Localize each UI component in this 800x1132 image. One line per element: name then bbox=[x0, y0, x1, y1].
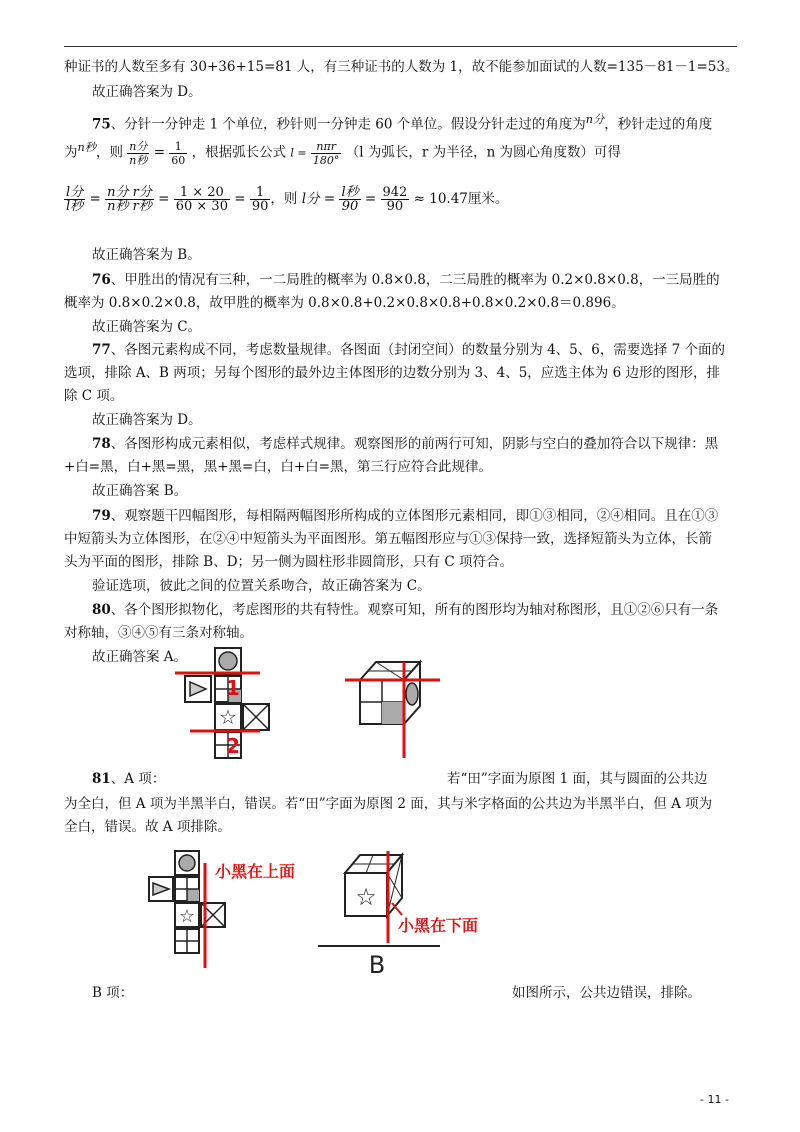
star-icon: ☆ bbox=[219, 705, 237, 729]
q75-line bbox=[92, 111, 712, 133]
text-line: 概率为 0.8×0.2×0.8，故甲胜的概率为 0.8×0.8+0.2×0.8×0.8+0.8×0.2×0.8＝0.896。 bbox=[64, 295, 625, 311]
answer-line: 故正确答案为 D。 bbox=[92, 84, 202, 100]
svg-text:☆: ☆ bbox=[355, 883, 377, 911]
var: n秒 bbox=[77, 141, 96, 154]
q75-line-2 bbox=[64, 139, 621, 167]
text-line: 为全白，但 A 项为半黑半白，错误。若“田”字面为原图 2 面，其与米字格面的公共边为半黑半白，但 A 项为 bbox=[64, 796, 713, 812]
figure-a bbox=[170, 640, 440, 765]
formula-lhs: l = bbox=[290, 146, 307, 160]
denominator: 60 × 30 bbox=[175, 199, 228, 214]
q76-number: 76 bbox=[92, 272, 111, 288]
text-line: 全白，错误。故 A 项排除。 bbox=[64, 819, 231, 835]
denominator: 180° bbox=[312, 153, 340, 167]
label-1: 1 bbox=[226, 676, 240, 700]
text-line: 若“田”字面为原图 1 面，其与圆面的公共边 bbox=[447, 771, 708, 787]
bottom-label: 小黑在下面 bbox=[398, 916, 479, 935]
q75-text-b: ，秒针走过的角度 bbox=[604, 116, 713, 133]
result: ≈ 10.47 bbox=[413, 191, 468, 207]
q78-number: 78 bbox=[92, 436, 111, 452]
q79-text: 、观察题干四幅图形，每相隔两幅图形所构成的立体图形元素相同，即①③相同，②④相同。且在①③ bbox=[110, 508, 719, 524]
numerator: 1 bbox=[169, 140, 187, 154]
q79-number: 79 bbox=[92, 508, 111, 524]
q75-text: 、分针一分钟走 1 个单位，秒针则一分钟走 60 个单位。假设分针走过的角度为 bbox=[110, 116, 586, 133]
text: ，则 bbox=[270, 191, 298, 207]
denominator: n秒 r秒 bbox=[107, 199, 152, 214]
q77-number: 77 bbox=[92, 342, 111, 358]
fraction bbox=[250, 186, 271, 213]
q76-text: 、甲胜出的情况有三种，一二局胜的概率为 0.8×0.8，二三局胜的概率为 0.2×0.8×0.8，一三局胜的 bbox=[110, 272, 720, 288]
q80-line bbox=[92, 598, 718, 618]
q77-line bbox=[92, 338, 725, 358]
denominator: 90 bbox=[341, 199, 359, 214]
top-label: 小黑在上面 bbox=[215, 862, 296, 881]
svg-text:☆: ☆ bbox=[178, 906, 196, 927]
q78-line bbox=[92, 432, 718, 452]
numerator: 1 × 20 bbox=[174, 186, 230, 200]
q75-equation: $\frac{\text{l分}}{\text{l秒}}$ = $\frac{\text{n分 r分}}{\text{n秒 r秒}}$ = $\frac{1 \times 20}{60 \times 30}$ = $\frac{1}{90}$ ，则 l分 = $\frac{\text{l秒}}{90}$ = $\frac{942}{90}$ ≈ 10.47厘米。 bbox=[66, 185, 509, 214]
answer-line: 故正确答案 B。 bbox=[92, 483, 188, 499]
q76-line bbox=[92, 268, 720, 288]
numerator: 942 bbox=[382, 185, 408, 200]
denominator: 60 bbox=[171, 153, 186, 167]
text-line: 选项，排除 A、B 两项；另每个图形的最外边主体图形的边数分别为 3、4、5，应选主体为 6 边形的图形，排 bbox=[64, 365, 720, 381]
text-line: 种证书的人数至多有 30+36+15=81 人，有三种证书的人数为 1，故不能参加面试的人数=135－81－1=53。 bbox=[64, 59, 739, 75]
fraction bbox=[381, 186, 410, 213]
label-2: 2 bbox=[226, 734, 240, 758]
answer-line: 故正确答案 A。 bbox=[92, 649, 188, 665]
q80-text: 、各个图形拟物化，考虑图形的共有特性。观察可知，所有的图形均为轴对称图形，且①②⑥只有一条 bbox=[110, 602, 719, 618]
numerator: l分 bbox=[66, 185, 84, 200]
q81-text: 、A 项： bbox=[110, 771, 166, 787]
q81-line bbox=[92, 767, 165, 787]
answer-line: 故正确答案为 D。 bbox=[92, 412, 202, 428]
text-line: +白=黑，白+黑=黑，黑+黑=白，白+白=黑，第三行应符合此规律。 bbox=[64, 459, 492, 475]
figure-b bbox=[140, 843, 520, 978]
text: （l 为弧长，r 为半径，n 为圆心角度数）可得 bbox=[345, 144, 622, 161]
header-rule bbox=[64, 46, 737, 47]
text: 为 bbox=[64, 144, 78, 161]
equals: = bbox=[153, 144, 165, 161]
formula-lhs: l分 = bbox=[301, 191, 336, 207]
text: ，则 bbox=[96, 144, 123, 161]
page-number: - 11 - bbox=[700, 1093, 729, 1106]
denominator: 90 bbox=[251, 199, 269, 214]
fraction bbox=[339, 186, 360, 213]
text-line: 头为平面的图形，排除 B、D；另一侧为圆柱形非圆筒形，只有 C 项符合。 bbox=[64, 554, 513, 570]
numerator: l秒 bbox=[341, 185, 359, 200]
caption-b: B bbox=[368, 951, 386, 978]
numerator: n分 r分 bbox=[107, 185, 152, 200]
denominator: l秒 bbox=[66, 199, 84, 214]
q79-line bbox=[92, 504, 718, 524]
unit: 厘米。 bbox=[467, 191, 509, 207]
answer-line: 故正确答案为 B。 bbox=[92, 247, 201, 263]
fraction bbox=[311, 140, 342, 167]
numerator: 1 bbox=[250, 186, 271, 200]
fraction bbox=[127, 140, 149, 167]
q75-number: 75 bbox=[92, 116, 111, 133]
text-line: 验证选项，彼此之间的位置关系吻合，故正确答案为 C。 bbox=[92, 578, 431, 594]
fraction bbox=[105, 186, 154, 213]
q78-text: 、各图形构成元素相似，考虑样式规律。观察图形的前两行可知，阴影与空白的叠加符合以下规律：黑 bbox=[110, 436, 719, 452]
q80-number: 80 bbox=[92, 602, 111, 618]
text-line: 如图所示，公共边错误，排除。 bbox=[512, 985, 701, 1001]
text-line: 对称轴，③④⑤有三条对称轴。 bbox=[64, 625, 253, 641]
q81-number: 81 bbox=[92, 771, 111, 787]
numerator: n分 bbox=[129, 139, 148, 153]
answer-line: 故正确答案为 C。 bbox=[92, 319, 202, 335]
denominator: 90 bbox=[386, 199, 404, 214]
fraction bbox=[64, 186, 85, 213]
denominator: n秒 bbox=[129, 153, 148, 167]
numerator: nπr bbox=[311, 140, 342, 154]
q77-text: 、各图元素构成不同，考虑数量规律。各图面（封闭空间）的数量分别为 4、5、6，需要选择 7 个面的 bbox=[110, 342, 726, 358]
circle-icon bbox=[219, 652, 237, 670]
text-line: 除 C 项。 bbox=[64, 388, 124, 404]
text-line: 中短箭头为立体图形，在②④中短箭头为平面图形。第五幅图形应与①③保持一致，选择短箭头为立体，长箭 bbox=[64, 531, 712, 547]
cylinder-icon bbox=[406, 683, 418, 705]
text-line: B 项： bbox=[92, 985, 134, 1001]
fraction bbox=[174, 186, 230, 213]
text: ，根据弧长公式 bbox=[191, 144, 287, 161]
fraction bbox=[169, 140, 187, 167]
q75-var: n分 bbox=[585, 113, 605, 126]
